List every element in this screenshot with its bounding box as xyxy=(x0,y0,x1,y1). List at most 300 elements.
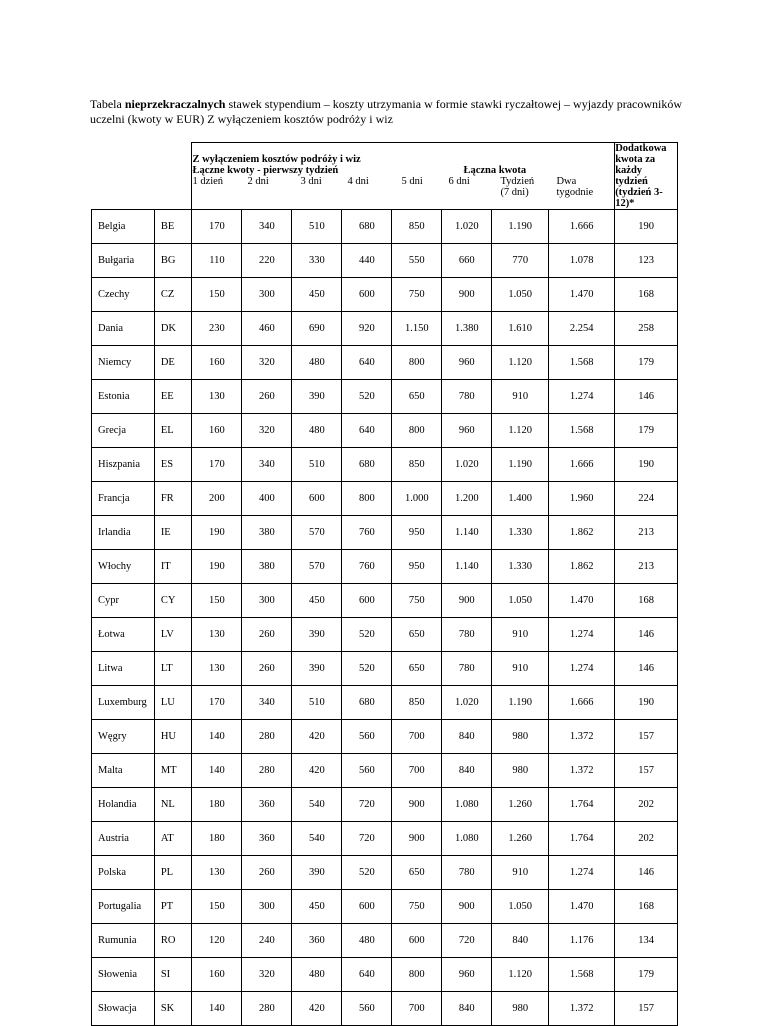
rate-cell: 1.330 xyxy=(492,516,549,550)
rate-cell: 800 xyxy=(392,346,442,380)
rate-cell: 800 xyxy=(392,958,442,992)
country-name: Irlandia xyxy=(92,516,155,550)
country-code: SK xyxy=(154,992,192,1026)
rate-cell: 1.260 xyxy=(492,788,549,822)
country-code: LV xyxy=(154,618,192,652)
rate-cell: 1.862 xyxy=(549,550,615,584)
table-row xyxy=(92,958,678,992)
rate-cell: 1.274 xyxy=(549,652,615,686)
caption-prefix: Tabela xyxy=(90,97,125,111)
rate-cell: 450 xyxy=(292,584,342,618)
rate-cell: 140 xyxy=(192,754,242,788)
rate-cell: 560 xyxy=(342,754,392,788)
table-row xyxy=(92,550,678,584)
rate-cell: 910 xyxy=(492,618,549,652)
rate-cell: 570 xyxy=(292,550,342,584)
rate-cell: 390 xyxy=(292,380,342,414)
country-name: Włochy xyxy=(92,550,155,584)
rate-cell: 180 xyxy=(192,788,242,822)
rate-cell: 179 xyxy=(615,958,678,992)
header-day-5: 5 dni xyxy=(401,176,423,187)
rate-cell: 780 xyxy=(442,618,492,652)
rate-cell: 780 xyxy=(442,856,492,890)
country-code: HU xyxy=(154,720,192,754)
rate-cell: 480 xyxy=(292,414,342,448)
country-name: Grecja xyxy=(92,414,155,448)
table-row xyxy=(92,788,678,822)
rate-cell: 1.610 xyxy=(492,312,549,346)
rate-cell: 720 xyxy=(442,924,492,958)
rate-cell: 900 xyxy=(442,278,492,312)
country-code: IE xyxy=(154,516,192,550)
rate-cell: 130 xyxy=(192,652,242,686)
country-name: Francja xyxy=(92,482,155,516)
rate-cell: 950 xyxy=(392,516,442,550)
rate-cell: 280 xyxy=(242,992,292,1026)
rate-cell: 1.190 xyxy=(492,686,549,720)
rate-cell: 920 xyxy=(342,312,392,346)
rate-cell: 750 xyxy=(392,278,442,312)
rate-cell: 1.372 xyxy=(549,754,615,788)
rate-cell: 680 xyxy=(342,210,392,244)
rate-cell: 680 xyxy=(342,686,392,720)
rate-cell: 300 xyxy=(242,278,292,312)
rate-cell: 770 xyxy=(492,244,549,278)
rate-cell: 1.050 xyxy=(492,584,549,618)
rate-cell: 840 xyxy=(492,924,549,958)
rate-cell: 146 xyxy=(615,652,678,686)
rate-cell: 980 xyxy=(492,992,549,1026)
rate-cell: 157 xyxy=(615,992,678,1026)
rate-cell: 700 xyxy=(392,720,442,754)
rate-cell: 1.274 xyxy=(549,380,615,414)
rate-cell: 2.254 xyxy=(549,312,615,346)
country-name: Węgry xyxy=(92,720,155,754)
rate-cell: 300 xyxy=(242,584,292,618)
table-row xyxy=(92,482,678,516)
rate-cell: 1.050 xyxy=(492,890,549,924)
rate-cell: 850 xyxy=(392,686,442,720)
rate-cell: 1.764 xyxy=(549,788,615,822)
rate-cell: 340 xyxy=(242,210,292,244)
rate-cell: 1.080 xyxy=(442,822,492,856)
rate-cell: 840 xyxy=(442,992,492,1026)
table-row xyxy=(92,618,678,652)
rate-cell: 190 xyxy=(615,686,678,720)
rate-cell: 750 xyxy=(392,584,442,618)
header-week-two: Dwa tygodnie xyxy=(556,176,594,198)
country-code: ES xyxy=(154,448,192,482)
country-name: Dania xyxy=(92,312,155,346)
rate-cell: 168 xyxy=(615,890,678,924)
rate-cell: 160 xyxy=(192,958,242,992)
rate-cell: 960 xyxy=(442,958,492,992)
rate-cell: 910 xyxy=(492,652,549,686)
country-name: Holandia xyxy=(92,788,155,822)
rate-cell: 1.020 xyxy=(442,448,492,482)
country-code: RO xyxy=(154,924,192,958)
rate-cell: 400 xyxy=(242,482,292,516)
rate-cell: 800 xyxy=(342,482,392,516)
country-code: SI xyxy=(154,958,192,992)
rate-cell: 1.568 xyxy=(549,958,615,992)
rate-cell: 510 xyxy=(292,686,342,720)
country-name: Austria xyxy=(92,822,155,856)
country-code: BG xyxy=(154,244,192,278)
rate-cell: 258 xyxy=(615,312,678,346)
rate-cell: 980 xyxy=(492,754,549,788)
rate-cell: 1.330 xyxy=(492,550,549,584)
rate-cell: 570 xyxy=(292,516,342,550)
rate-cell: 1.078 xyxy=(549,244,615,278)
table-row xyxy=(92,380,678,414)
rate-cell: 130 xyxy=(192,380,242,414)
rate-cell: 540 xyxy=(292,822,342,856)
rate-cell: 840 xyxy=(442,720,492,754)
rate-cell: 760 xyxy=(342,550,392,584)
rate-cell: 550 xyxy=(392,244,442,278)
rate-cell: 260 xyxy=(242,380,292,414)
country-name: Łotwa xyxy=(92,618,155,652)
rate-cell: 1.000 xyxy=(392,482,442,516)
rate-cell: 960 xyxy=(442,346,492,380)
rate-cell: 760 xyxy=(342,516,392,550)
rate-cell: 540 xyxy=(292,788,342,822)
rate-cell: 1.020 xyxy=(442,686,492,720)
rate-cell: 360 xyxy=(242,822,292,856)
country-name: Hiszpania xyxy=(92,448,155,482)
country-code: CY xyxy=(154,584,192,618)
rate-cell: 420 xyxy=(292,992,342,1026)
table-row xyxy=(92,822,678,856)
rate-cell: 690 xyxy=(292,312,342,346)
rate-cell: 390 xyxy=(292,856,342,890)
country-code: CZ xyxy=(154,278,192,312)
rate-cell: 330 xyxy=(292,244,342,278)
rate-cell: 123 xyxy=(615,244,678,278)
rate-cell: 179 xyxy=(615,346,678,380)
rate-cell: 660 xyxy=(442,244,492,278)
rate-cell: 1.666 xyxy=(549,210,615,244)
rate-cell: 180 xyxy=(192,822,242,856)
rate-cell: 1.020 xyxy=(442,210,492,244)
rate-cell: 146 xyxy=(615,856,678,890)
country-code: PL xyxy=(154,856,192,890)
rate-cell: 224 xyxy=(615,482,678,516)
rate-cell: 480 xyxy=(292,346,342,380)
rate-cell: 160 xyxy=(192,346,242,380)
rate-cell: 150 xyxy=(192,584,242,618)
country-code: EL xyxy=(154,414,192,448)
table-row xyxy=(92,346,678,380)
rate-cell: 360 xyxy=(242,788,292,822)
header-total: Łączna kwota xyxy=(463,165,527,176)
rate-cell: 840 xyxy=(442,754,492,788)
rate-cell: 900 xyxy=(442,890,492,924)
rate-cell: 1.372 xyxy=(549,992,615,1026)
rate-cell: 450 xyxy=(292,278,342,312)
rate-cell: 160 xyxy=(192,414,242,448)
rate-cell: 600 xyxy=(392,924,442,958)
rates-table xyxy=(91,142,678,1026)
rate-cell: 800 xyxy=(392,414,442,448)
rate-cell: 1.568 xyxy=(549,346,615,380)
rate-cell: 650 xyxy=(392,856,442,890)
rate-cell: 1.862 xyxy=(549,516,615,550)
rate-cell: 168 xyxy=(615,278,678,312)
rate-cell: 1.190 xyxy=(492,448,549,482)
rate-cell: 340 xyxy=(242,686,292,720)
rate-cell: 1.380 xyxy=(442,312,492,346)
rate-cell: 650 xyxy=(392,380,442,414)
table-row xyxy=(92,210,678,244)
rate-cell: 170 xyxy=(192,448,242,482)
rate-cell: 146 xyxy=(615,380,678,414)
country-code: DK xyxy=(154,312,192,346)
rate-cell: 640 xyxy=(342,346,392,380)
rate-cell: 1.050 xyxy=(492,278,549,312)
rate-cell: 1.470 xyxy=(549,278,615,312)
rate-cell: 850 xyxy=(392,448,442,482)
table-row xyxy=(92,720,678,754)
header-title: Z wyłączeniem kosztów podróży i wiz xyxy=(192,154,361,165)
rate-cell: 170 xyxy=(192,210,242,244)
country-name: Polska xyxy=(92,856,155,890)
rate-cell: 300 xyxy=(242,890,292,924)
rate-cell: 640 xyxy=(342,958,392,992)
table-row xyxy=(92,278,678,312)
rate-cell: 280 xyxy=(242,754,292,788)
rate-cell: 150 xyxy=(192,890,242,924)
rate-cell: 510 xyxy=(292,210,342,244)
country-name: Czechy xyxy=(92,278,155,312)
caption-suffix: stawek stypendium – koszty utrzymania w formie stawki ryczałtowej – wyjazdy pracowników uczelni (kwoty w EUR) Z wyłączeniem kosztów podróży i wiz xyxy=(90,97,683,126)
country-name: Litwa xyxy=(92,652,155,686)
country-name: Portugalia xyxy=(92,890,155,924)
header-week-one: Tydzień (7 dni) xyxy=(500,176,535,198)
header-main xyxy=(192,143,615,210)
rate-cell: 1.372 xyxy=(549,720,615,754)
rate-cell: 600 xyxy=(342,890,392,924)
header-day-4: 4 dni xyxy=(347,176,369,187)
table-row xyxy=(92,244,678,278)
header-extra: Dodatkowa kwota za każdy tydzień (tydzień 3-12)* xyxy=(615,143,678,210)
rate-cell: 1.666 xyxy=(549,686,615,720)
rate-cell: 780 xyxy=(442,652,492,686)
rate-cell: 960 xyxy=(442,414,492,448)
rate-cell: 900 xyxy=(392,822,442,856)
country-name: Słowacja xyxy=(92,992,155,1026)
rate-cell: 134 xyxy=(615,924,678,958)
rate-cell: 510 xyxy=(292,448,342,482)
rate-cell: 320 xyxy=(242,414,292,448)
rate-cell: 600 xyxy=(292,482,342,516)
header-day-2: 2 dni xyxy=(247,176,269,187)
rate-cell: 560 xyxy=(342,992,392,1026)
rate-cell: 390 xyxy=(292,618,342,652)
header-day-1: 1 dzień xyxy=(192,176,224,187)
rate-cell: 910 xyxy=(492,380,549,414)
country-name: Estonia xyxy=(92,380,155,414)
rate-cell: 1.568 xyxy=(549,414,615,448)
rate-cell: 1.274 xyxy=(549,856,615,890)
rate-cell: 220 xyxy=(242,244,292,278)
country-name: Luxemburg xyxy=(92,686,155,720)
rate-cell: 390 xyxy=(292,652,342,686)
rate-cell: 202 xyxy=(615,788,678,822)
rate-cell: 1.764 xyxy=(549,822,615,856)
rate-cell: 640 xyxy=(342,414,392,448)
rate-cell: 202 xyxy=(615,822,678,856)
rate-cell: 680 xyxy=(342,448,392,482)
table-row xyxy=(92,448,678,482)
rate-cell: 720 xyxy=(342,822,392,856)
rate-cell: 1.274 xyxy=(549,618,615,652)
rate-cell: 900 xyxy=(442,584,492,618)
country-name: Cypr xyxy=(92,584,155,618)
rate-cell: 600 xyxy=(342,278,392,312)
table-row xyxy=(92,584,678,618)
rate-cell: 200 xyxy=(192,482,242,516)
rate-cell: 460 xyxy=(242,312,292,346)
rate-cell: 950 xyxy=(392,550,442,584)
country-code: AT xyxy=(154,822,192,856)
header-day-3: 3 dni xyxy=(300,176,322,187)
country-code: NL xyxy=(154,788,192,822)
header-blank-code xyxy=(154,143,192,210)
rate-cell: 1.140 xyxy=(442,516,492,550)
rate-cell: 190 xyxy=(615,210,678,244)
rate-cell: 1.470 xyxy=(549,584,615,618)
country-code: MT xyxy=(154,754,192,788)
rate-cell: 850 xyxy=(392,210,442,244)
rate-cell: 140 xyxy=(192,720,242,754)
country-code: IT xyxy=(154,550,192,584)
rate-cell: 170 xyxy=(192,686,242,720)
rate-cell: 1.190 xyxy=(492,210,549,244)
rate-cell: 700 xyxy=(392,992,442,1026)
rate-cell: 1.120 xyxy=(492,346,549,380)
rate-cell: 1.400 xyxy=(492,482,549,516)
rate-cell: 420 xyxy=(292,754,342,788)
rate-cell: 420 xyxy=(292,720,342,754)
table-row xyxy=(92,924,678,958)
rate-cell: 480 xyxy=(292,958,342,992)
rate-cell: 157 xyxy=(615,754,678,788)
rate-cell: 380 xyxy=(242,550,292,584)
country-code: FR xyxy=(154,482,192,516)
rate-cell: 480 xyxy=(342,924,392,958)
rate-cell: 520 xyxy=(342,856,392,890)
rate-cell: 230 xyxy=(192,312,242,346)
country-name: Malta xyxy=(92,754,155,788)
table-row xyxy=(92,890,678,924)
rate-cell: 240 xyxy=(242,924,292,958)
rate-cell: 1.140 xyxy=(442,550,492,584)
rate-cell: 190 xyxy=(192,550,242,584)
table-row xyxy=(92,992,678,1026)
rate-cell: 1.080 xyxy=(442,788,492,822)
country-name: Słowenia xyxy=(92,958,155,992)
rate-cell: 179 xyxy=(615,414,678,448)
table-row xyxy=(92,754,678,788)
country-name: Niemcy xyxy=(92,346,155,380)
country-code: EE xyxy=(154,380,192,414)
header-first-week: Łączne kwoty - pierwszy tydzień xyxy=(192,165,339,176)
rate-cell: 190 xyxy=(615,448,678,482)
rate-cell: 720 xyxy=(342,788,392,822)
rate-cell: 900 xyxy=(392,788,442,822)
table-row xyxy=(92,856,678,890)
rate-cell: 213 xyxy=(615,550,678,584)
country-code: LT xyxy=(154,652,192,686)
rate-cell: 1.120 xyxy=(492,414,549,448)
rate-cell: 260 xyxy=(242,618,292,652)
rate-cell: 157 xyxy=(615,720,678,754)
rate-cell: 168 xyxy=(615,584,678,618)
rate-cell: 1.960 xyxy=(549,482,615,516)
rate-cell: 130 xyxy=(192,618,242,652)
rate-cell: 260 xyxy=(242,652,292,686)
country-name: Bułgaria xyxy=(92,244,155,278)
rate-cell: 320 xyxy=(242,958,292,992)
rate-cell: 700 xyxy=(392,754,442,788)
rate-cell: 213 xyxy=(615,516,678,550)
rate-cell: 146 xyxy=(615,618,678,652)
rate-cell: 380 xyxy=(242,516,292,550)
rate-cell: 1.260 xyxy=(492,822,549,856)
rate-cell: 650 xyxy=(392,652,442,686)
rate-cell: 1.150 xyxy=(392,312,442,346)
rate-cell: 120 xyxy=(192,924,242,958)
rate-cell: 910 xyxy=(492,856,549,890)
rate-cell: 520 xyxy=(342,652,392,686)
rate-cell: 1.120 xyxy=(492,958,549,992)
country-name: Belgia xyxy=(92,210,155,244)
country-name: Rumunia xyxy=(92,924,155,958)
table-row xyxy=(92,312,678,346)
rate-cell: 1.666 xyxy=(549,448,615,482)
rate-cell: 980 xyxy=(492,720,549,754)
rate-cell: 450 xyxy=(292,890,342,924)
header-day-6: 6 dni xyxy=(448,176,470,187)
country-code: DE xyxy=(154,346,192,380)
rate-cell: 520 xyxy=(342,618,392,652)
country-code: PT xyxy=(154,890,192,924)
rate-cell: 320 xyxy=(242,346,292,380)
header-row xyxy=(92,143,678,210)
rate-cell: 190 xyxy=(192,516,242,550)
rate-cell: 750 xyxy=(392,890,442,924)
caption-bold: nieprzekraczalnych xyxy=(124,97,226,111)
rate-cell: 110 xyxy=(192,244,242,278)
rate-cell: 520 xyxy=(342,380,392,414)
rate-cell: 600 xyxy=(342,584,392,618)
header-blank-country xyxy=(92,143,155,210)
rate-cell: 560 xyxy=(342,720,392,754)
country-code: BE xyxy=(154,210,192,244)
table-row xyxy=(92,516,678,550)
rate-cell: 1.200 xyxy=(442,482,492,516)
table-caption xyxy=(90,97,690,127)
rate-cell: 1.176 xyxy=(549,924,615,958)
country-code: LU xyxy=(154,686,192,720)
table-row xyxy=(92,686,678,720)
rate-cell: 650 xyxy=(392,618,442,652)
table-row xyxy=(92,652,678,686)
rate-cell: 340 xyxy=(242,448,292,482)
rate-cell: 1.470 xyxy=(549,890,615,924)
